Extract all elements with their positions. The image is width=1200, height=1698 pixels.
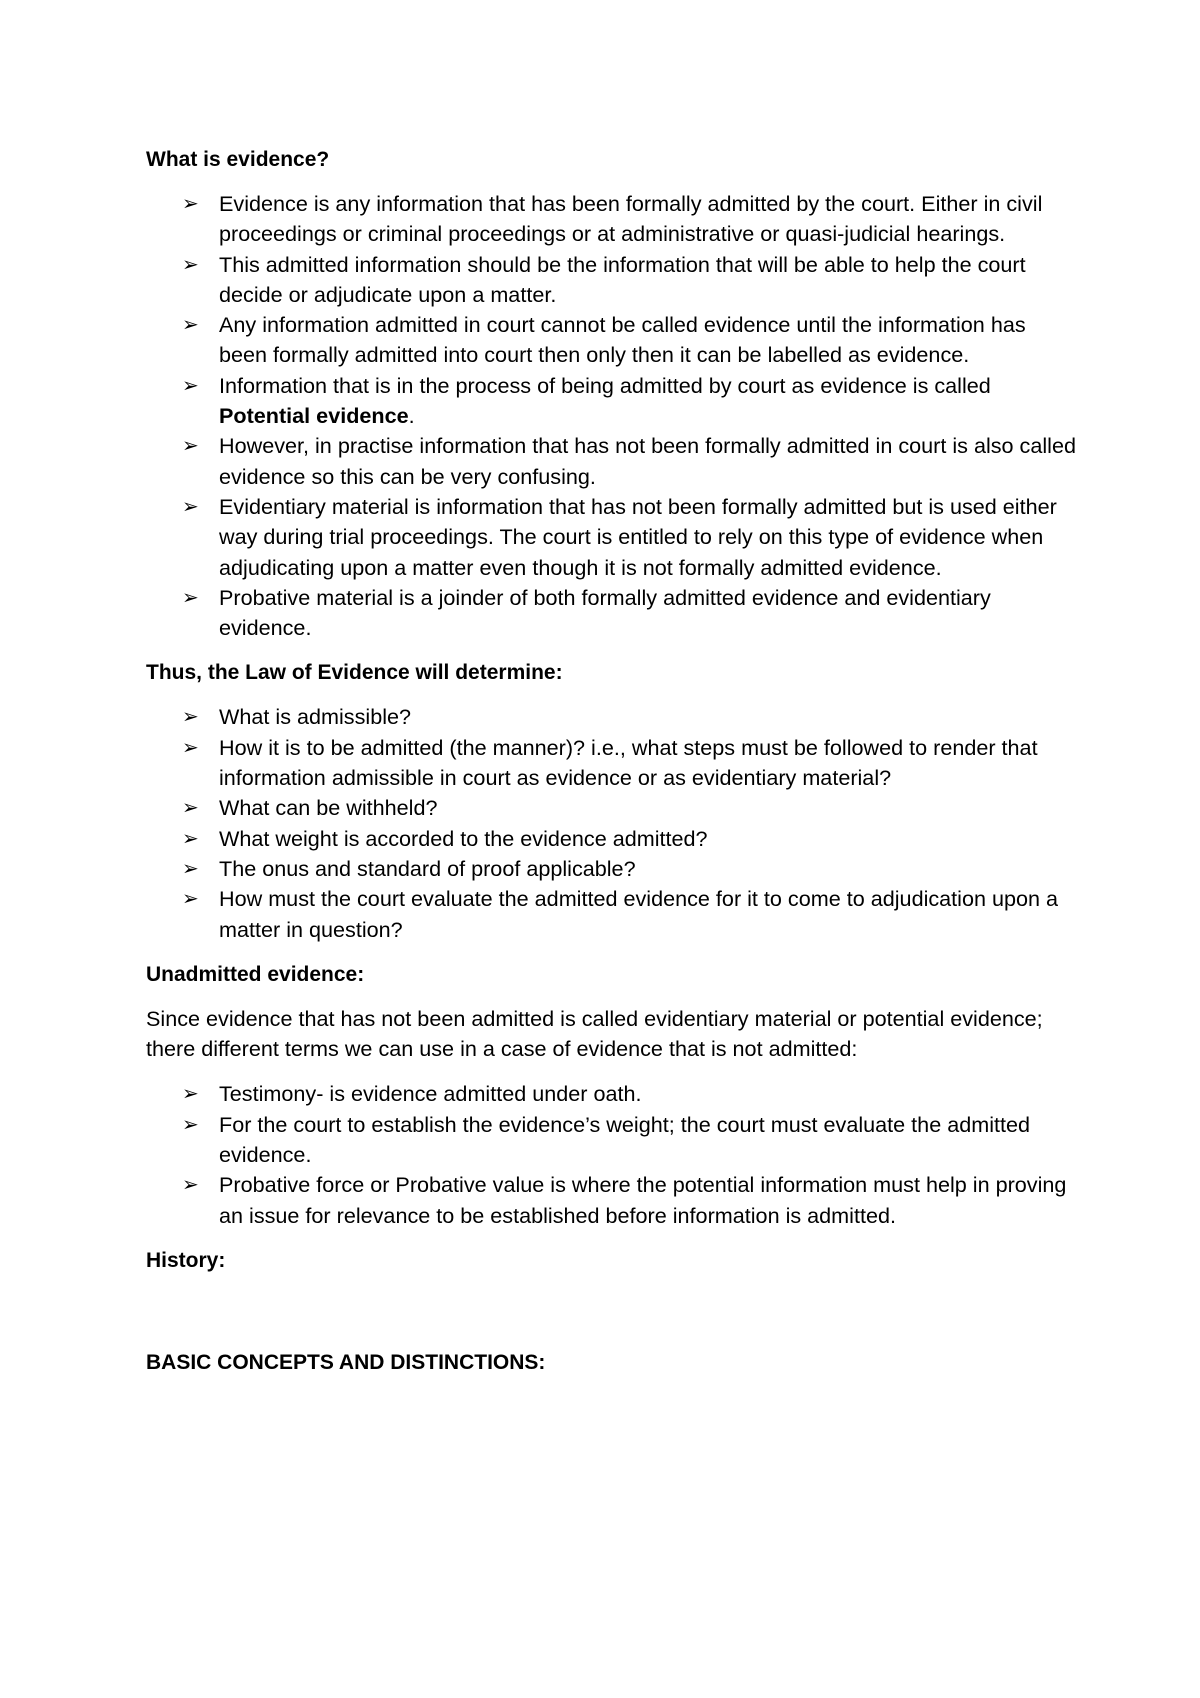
list-item-text: How it is to be admitted (the manner)? i.e., what steps must be followed to render that information admissible in court as evidence or as evidentiary material?	[219, 734, 1038, 791]
arrow-bullet-icon: ➢	[182, 1083, 199, 1106]
arrow-bullet-icon: ➢	[182, 253, 199, 276]
list-item	[146, 1170, 1076, 1231]
arrow-bullet-icon: ➢	[182, 827, 199, 850]
list-item	[146, 1110, 1076, 1171]
list-item-text-end: .	[408, 403, 415, 429]
document-page	[146, 145, 1076, 1392]
arrow-bullet-icon: ➢	[182, 706, 199, 729]
arrow-bullet-icon: ➢	[182, 586, 199, 609]
list-item	[146, 1079, 1076, 1109]
list-item	[146, 583, 1076, 644]
list-item-text: How must the court evaluate the admitted evidence for it to come to adjudication upon a matter in question?	[219, 886, 1059, 942]
list-item	[146, 371, 1076, 432]
heading-unadmitted-evidence: Unadmitted evidence:	[146, 962, 365, 986]
heading-what-is-evidence: What is evidence?	[146, 148, 330, 171]
list-item	[146, 310, 1076, 371]
list-item-text: Information that is in the process of being admitted by court as evidence is called	[219, 372, 991, 398]
list-item	[146, 884, 1076, 945]
list-item	[146, 250, 1076, 311]
list-item	[146, 793, 1076, 823]
list-item-text: What weight is accorded to the evidence admitted?	[219, 825, 708, 851]
list-item	[146, 733, 1076, 794]
list-item-text: What can be withheld?	[219, 795, 438, 821]
arrow-bullet-icon: ➢	[182, 1174, 199, 1197]
list-item	[146, 431, 1076, 492]
list-item	[146, 702, 1076, 732]
list-item-text: Testimony- is evidence admitted under oath.	[219, 1081, 642, 1107]
list-item	[146, 854, 1076, 884]
list-item	[146, 824, 1076, 854]
list-law-determines	[146, 702, 1076, 944]
list-item	[146, 189, 1076, 250]
arrow-bullet-icon: ➢	[182, 1113, 199, 1136]
list-item-text: What is admissible?	[219, 704, 412, 730]
arrow-bullet-icon: ➢	[182, 435, 199, 458]
list-item-text: Probative material is a joinder of both formally admitted evidence and evidentiary evidence.	[219, 584, 991, 641]
arrow-bullet-icon: ➢	[182, 193, 199, 215]
arrow-bullet-icon: ➢	[182, 495, 199, 518]
arrow-bullet-icon: ➢	[182, 888, 199, 911]
arrow-bullet-icon: ➢	[182, 374, 199, 397]
paragraph-unadmitted: Since evidence that has not been admitted is called evidentiary material or potential evidence; there different terms we can use in a case of evidence that is not admitted:	[146, 1005, 1043, 1062]
heading-history: History:	[146, 1248, 226, 1272]
list-item-text: The onus and standard of proof applicable?	[219, 855, 636, 881]
bold-term-potential-evidence: Potential evidence	[219, 403, 409, 429]
list-item-text: For the court to establish the evidence’s weight; the court must evaluate the admitted evidence.	[219, 1111, 1031, 1168]
list-item	[146, 492, 1076, 583]
arrow-bullet-icon: ➢	[182, 857, 199, 880]
list-item-text: However, in practise information that has not been formally admitted in court is also called evidence so this can be very confusing.	[219, 433, 1076, 489]
spacer	[146, 1290, 1076, 1348]
heading-basic-concepts: BASIC CONCEPTS AND DISTINCTIONS:	[146, 1350, 546, 1374]
heading-law-of-evidence: Thus, the Law of Evidence will determine:	[146, 661, 563, 685]
list-item-text: Evidence is any information that has been formally admitted by the court. Either in civil proceedings or criminal proceedings or at administrative or quasi-judicial hearings.	[219, 191, 1043, 247]
arrow-bullet-icon: ➢	[182, 736, 199, 759]
arrow-bullet-icon: ➢	[182, 314, 199, 337]
list-item-text: Evidentiary material is information that has not been formally admitted but is used either way during trial proceedings. The court is entitled to rely on this type of evidence when adjudicating upon a matter even though it is not formally admitted evidence.	[219, 493, 1057, 580]
list-what-is-evidence	[146, 189, 1076, 643]
arrow-bullet-icon: ➢	[182, 797, 199, 820]
list-unadmitted	[146, 1079, 1076, 1230]
list-item-text: Probative force or Probative value is where the potential information must help in proving an issue for relevance to be established before information is admitted.	[219, 1172, 1067, 1228]
list-item-text: This admitted information should be the information that will be able to help the court decide or adjudicate upon a matter.	[219, 251, 1026, 307]
list-item-text: Any information admitted in court cannot be called evidence until the information has been formally admitted into court then only then it can be labelled as evidence.	[219, 312, 1026, 368]
